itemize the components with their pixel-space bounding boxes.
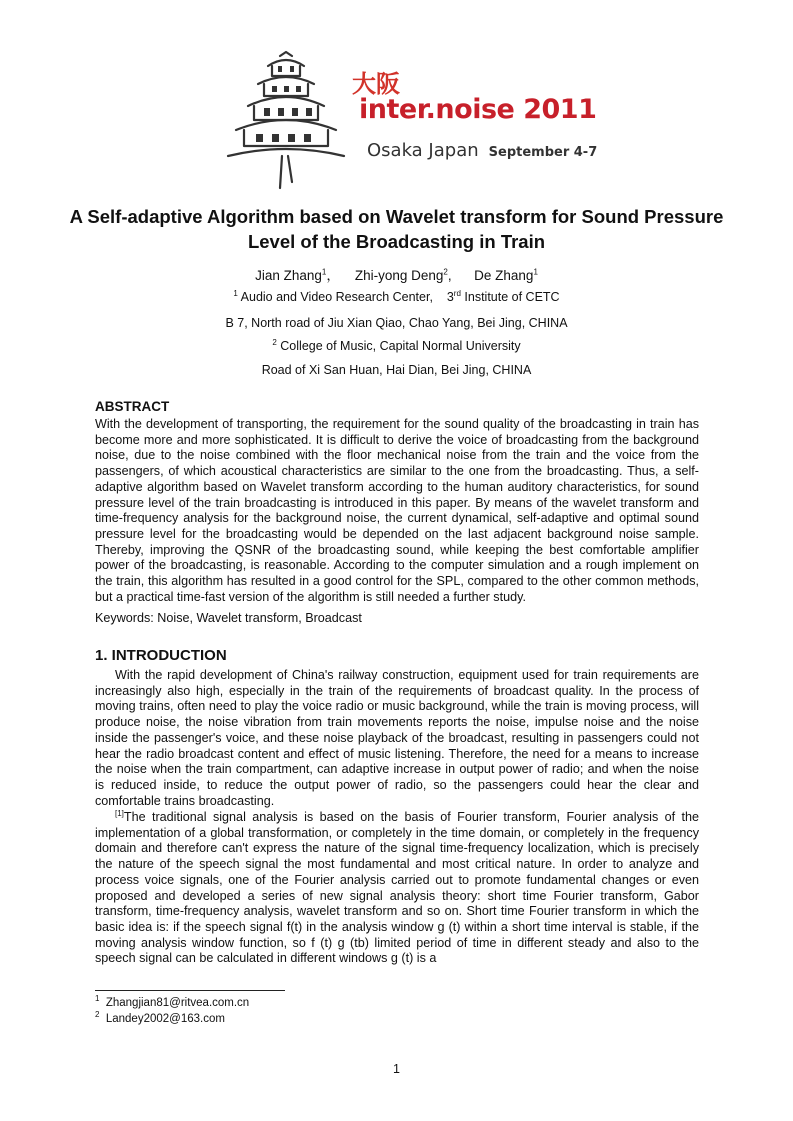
citation-ref: [1] [115,808,124,818]
affil-mark: 2 [272,337,277,347]
affil-org: Audio and Video Research Center, [240,290,433,304]
affiliation-line-3 [0,339,793,353]
author-name: Jian Zhang [255,268,322,283]
author-separator: , [447,268,452,283]
footnote-mark: 2 [95,1010,100,1020]
author-name: De Zhang [474,268,534,283]
intro-paragraph-1: With the rapid development of China's railway construction, equipment used for train requirements are increasingly also high, especially in the train of the requirements of broadcast quality. In the process of moving trains, often need to play the voice radio or music background, while the train is moving process, will produce noise, the noise vibration from train movements reports the noise, impulse noise and the noise inside the passenger's voice, and these noise playback of the broadcast, resulting in passengers could not hear the radio broadcast content and effect of music listening. Therefore, the need for a means to increase the noise when the train compartment, can adaptive increase in output power of radio; and when the noise is reduced inside, to reduce the output power of radio, so the passengers could hear the clear and comfortable trains broadcasting. [95,668,699,808]
affil-institute: Institute of CETC [464,290,560,304]
author-separator: ， [326,268,340,283]
footnote-1 [95,994,250,1009]
logo-kanji: 大阪 [352,69,400,98]
author-affil-mark: 1 [321,267,327,277]
footnote-divider [95,990,285,991]
affiliation-line-1 [0,290,793,304]
abstract-heading: ABSTRACT [95,399,170,414]
conference-name: inter.noise 2011 [359,94,597,125]
author-list [0,264,793,284]
abstract-text: With the development of transporting, the requirement for the sound quality of the broadcasting in train has become more and more sophisticated. It is difficult to derive the voice of broadcasting from the background noise, due to the noise combined with the floor mechanical noise from the train and the voice from the passengers, of which acoustical characteristics are similar to the one from the broadcasting. Thus, a self-adaptive algorithm based on Wavelet transform according to the human auditory characteristics, for sound pressure level of the train broadcasting is introduced in this paper. By means of the wavelet transform and time-frequency analysis for the background noise, the current dynamical, self-adaptive and optimal sound pressure level for the broadcasting would be depended on the last adjacent background noise sample. Thereby, improving the QSNR of the broadcasting sound, while keeping the best comfortable amplifier power of the broadcasting, is reasonable. According to the computer simulation and a rough implement on the train, this algorithm has resulted in a good control for the SPL, compared to the other common methods, but a practical time-fast version of the algorithm is still needed a further study. [95,417,699,604]
keywords: Keywords: Noise, Wavelet transform, Broadcast [95,611,362,625]
author-affil-mark: 2 [443,267,448,277]
conference-dates: September 4-7 [488,145,598,160]
affil-ordinal-suffix: rd [453,288,461,298]
intro-paragraph-2-text: The traditional signal analysis is based on the basis of Fourier transform, Fourier analysis of the implementation of a global transformation, or completely in the time domain, or completely in the frequency domain and therefore can't express the nature of the signal time-frequency localization, which is precisely the nature of the speech signal the most fundamental and most critical nature. In order to analyze and process voice signals, one of the Fourier analysis carried out to promote fundamental changes or even proposed and developed a series of new signal analysis theory: short time Fourier transform, Gabor transform, time-frequency analysis, wavelet transform and so on. Short time Fourier transform in which the basic idea is: if the speech signal f(t) in the analysis window g (t) within a short time interval is stable, if the moving analysis window function, so f (t) g (tb) limited period of time in different steady and also to the speech signal can be calculated in different windows g (t) is a [95,810,699,966]
affil-mark: 1 [233,288,238,298]
footnote-2 [95,1010,225,1025]
intro-paragraph-2 [95,810,699,967]
section-heading-introduction: 1. INTRODUCTION [95,647,227,664]
conference-city: Osaka Japan [367,140,479,161]
footnote-mark: 1 [95,994,100,1004]
paper-title: A Self-adaptive Algorithm based on Wavelet transform for Sound Pressure Level of the Broadcasting in Train [69,206,724,252]
affil-ordinal: 3 [446,290,454,304]
author-name: Zhi-yong Deng [354,268,444,283]
conference-logo [222,50,598,190]
page-number: 1 [393,1062,400,1076]
footnote-email: Zhangjian81@ritvea.com.cn [105,997,250,1009]
footnote-email: Landey2002@163.com [105,1013,225,1025]
author-affil-mark: 1 [533,267,538,277]
osaka-castle-icon [222,50,352,190]
affil-org: College of Music, Capital Normal University [280,339,521,353]
conference-location [367,140,597,161]
affiliation-line-2: B 7, North road of Jiu Xian Qiao, Chao Yang, Bei Jing, CHINA [225,316,568,330]
affiliation-line-4: Road of Xi San Huan, Hai Dian, Bei Jing, CHINA [261,363,532,377]
